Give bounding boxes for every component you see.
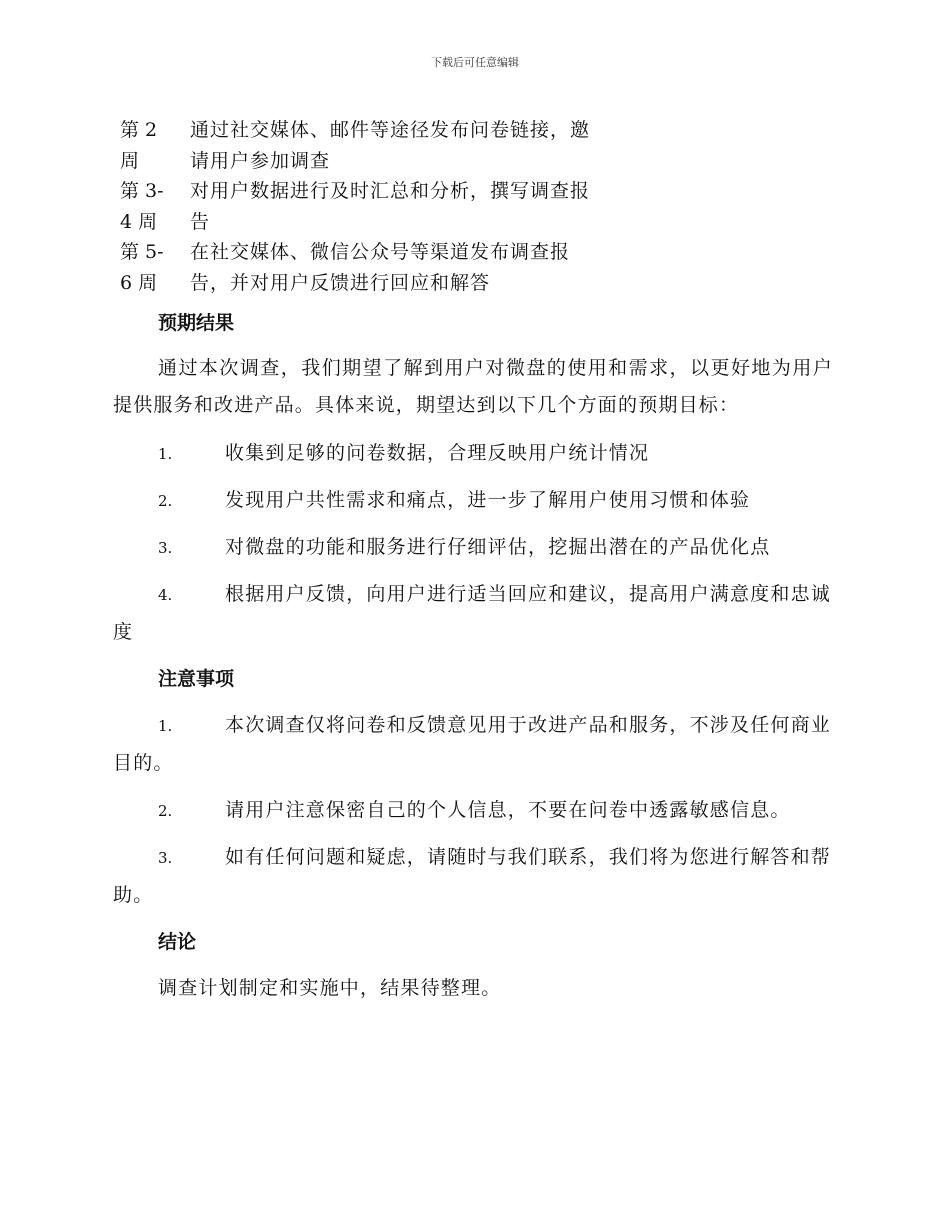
list-item (113, 482, 835, 520)
list-text: 本次调查仅将问卷和反馈意见用于改进产品和服务，不涉及任何商业目的。 (113, 714, 832, 774)
list-text: 收集到足够的问卷数据，合理反映用户统计情况 (225, 442, 650, 464)
list-number: 3. (158, 539, 173, 557)
notes-heading: 注意事项 (158, 668, 235, 690)
expected-results-heading: 预期结果 (158, 312, 235, 334)
list-number: 3. (158, 849, 173, 867)
list-item (113, 792, 835, 830)
list-number: 4. (158, 586, 173, 604)
schedule-row (120, 115, 620, 175)
list-item (113, 529, 835, 567)
schedule-row (120, 176, 620, 236)
list-item (113, 839, 835, 914)
schedule-task: 对用户数据进行及时汇总和分析，撰写调查报告 (190, 180, 591, 233)
list-item (113, 576, 835, 651)
list-text: 请用户注意保密自己的个人信息，不要在问卷中透露敏感信息。 (225, 799, 791, 821)
schedule-task: 通过社交媒体、邮件等途径发布问卷链接，邀请用户参加调查 (190, 119, 591, 172)
conclusion-heading: 结论 (158, 931, 197, 953)
list-text: 如有任何问题和疑虑，请随时与我们联系，我们将为您进行解答和帮助。 (113, 846, 832, 906)
list-item (113, 707, 835, 782)
header-note: 下载后可任意编辑 (431, 56, 519, 69)
list-text: 发现用户共性需求和痛点，进一步了解用户使用习惯和体验 (225, 489, 751, 511)
schedule-week: 第 3-4 周 (120, 180, 164, 233)
expected-results-intro: 通过本次调查，我们期望了解到用户对微盘的使用和需求，以更好地为用户提供服务和改进产品。具体来说，期望达到以下几个方面的预期目标： (113, 357, 833, 416)
list-number: 1. (158, 445, 173, 463)
list-number: 2. (158, 492, 173, 510)
list-item (113, 435, 835, 473)
list-number: 2. (158, 802, 173, 820)
schedule-week: 第 5-6 周 (120, 241, 164, 294)
list-text: 根据用户反馈，向用户进行适当回应和建议，提高用户满意度和忠诚度 (113, 583, 832, 643)
schedule-row (120, 237, 620, 297)
schedule-task: 在社交媒体、微信公众号等渠道发布调查报告，并对用户反馈进行回应和解答 (190, 241, 571, 294)
schedule-week: 第 2 周 (120, 119, 158, 172)
list-number: 1. (158, 717, 173, 735)
conclusion-text: 调查计划制定和实施中，结果待整理。 (158, 977, 502, 999)
list-text: 对微盘的功能和服务进行仔细评估，挖掘出潜在的产品优化点 (225, 536, 771, 558)
